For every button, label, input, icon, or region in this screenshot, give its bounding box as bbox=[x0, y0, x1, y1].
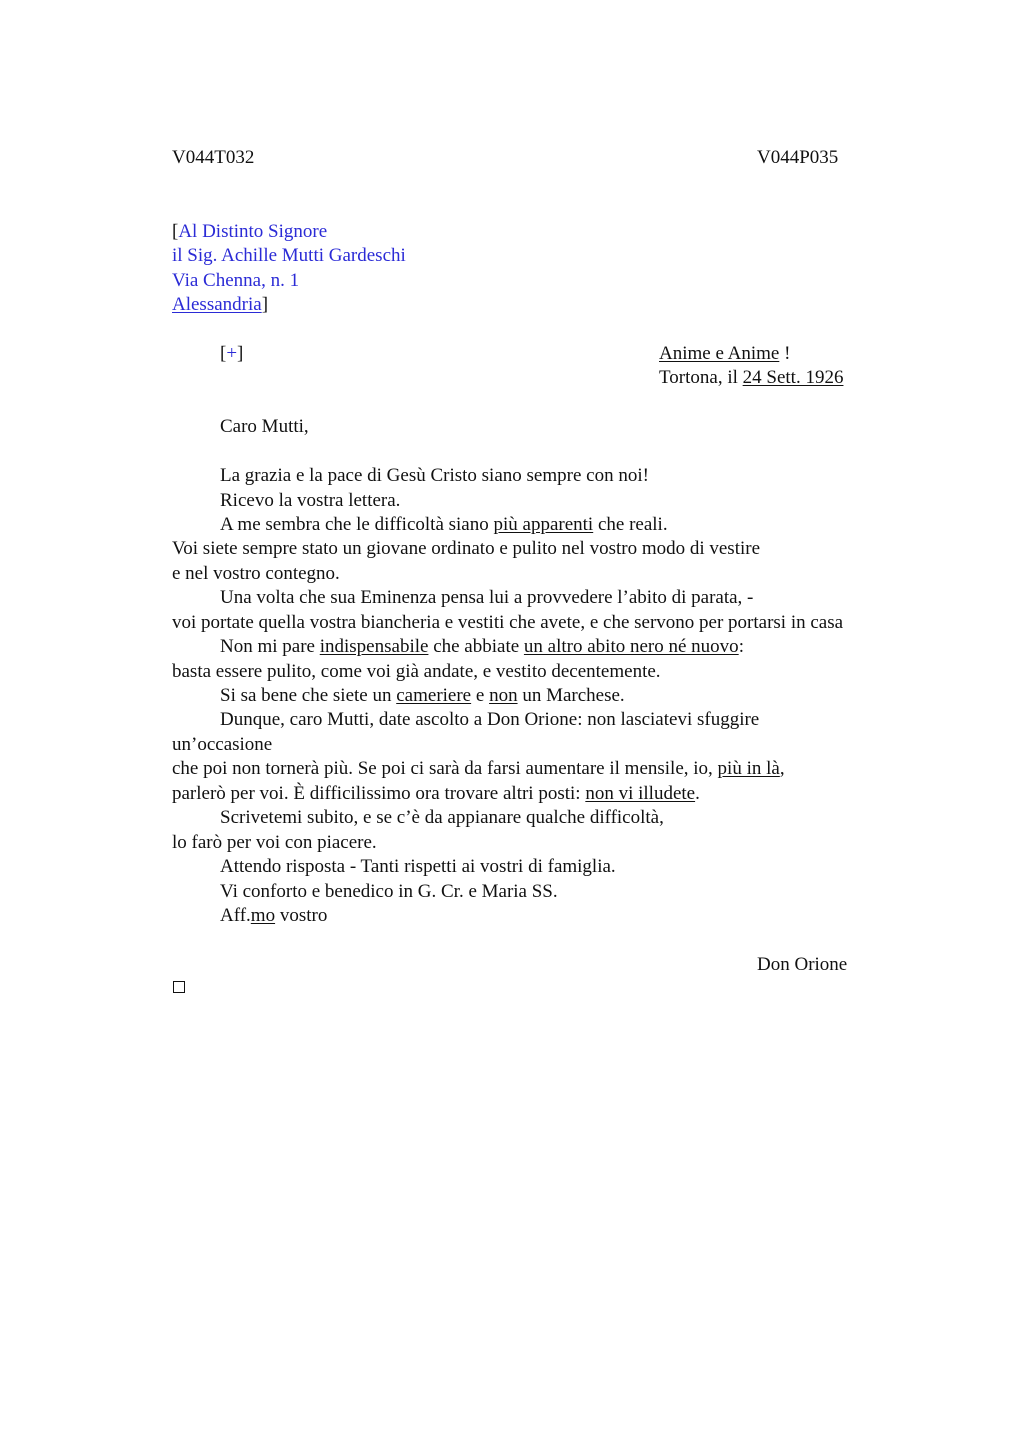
body-line: e nel vostro contegno. bbox=[172, 563, 340, 584]
address-line-3: Via Chenna, n. 1 bbox=[172, 270, 300, 291]
body-line: A me sembra che le difficoltà siano più apparenti che reali. bbox=[220, 514, 668, 535]
body-line: Vi conforto e benedico in G. Cr. e Maria SS. bbox=[220, 881, 558, 902]
closing-line: Aff.mo vostro bbox=[220, 905, 328, 926]
motto: Anime e Anime ! bbox=[659, 343, 791, 364]
dateline: Tortona, il 24 Sett. 1926 bbox=[659, 367, 844, 388]
body-line: che poi non tornerà più. Se poi ci sarà da farsi aumentare il mensile, io, più in là, bbox=[172, 758, 785, 779]
checkbox-icon bbox=[173, 981, 185, 993]
body-line: Si sa bene che siete un cameriere e non un Marchese. bbox=[220, 685, 625, 706]
underlined-phrase: più in là bbox=[717, 758, 780, 779]
body-line: parlerò per voi. È difficilissimo ora trovare altri posti: non vi illudete. bbox=[172, 783, 700, 804]
salutation: Caro Mutti, bbox=[220, 416, 309, 437]
underlined-phrase: cameriere bbox=[396, 685, 472, 706]
body-line: basta essere pulito, come voi già andate, e vestito decentemente. bbox=[172, 661, 661, 682]
body-line: Dunque, caro Mutti, date ascolto a Don Orione: non lasciatevi sfuggire bbox=[220, 709, 760, 730]
cross-icon: + bbox=[226, 343, 238, 364]
body-line: lo farò per voi con piacere. bbox=[172, 832, 377, 853]
address-close-bracket: ] bbox=[261, 294, 269, 315]
address-open-bracket: [ bbox=[172, 221, 179, 242]
address-line-2: il Sig. Achille Mutti Gardeschi bbox=[172, 245, 406, 266]
body-line: voi portate quella vostra biancheria e vestiti che avete, e che servono per portarsi in casa bbox=[172, 612, 844, 633]
body-line: Attendo risposta - Tanti rispetti ai vostri di famiglia. bbox=[220, 856, 616, 877]
address-line-1: Al Distinto Signore bbox=[178, 221, 328, 242]
document-code-right: V044P035 bbox=[757, 147, 839, 168]
body-line: Ricevo la vostra lettera. bbox=[220, 490, 401, 511]
motto-text: Anime e Anime bbox=[659, 343, 780, 364]
address-line-4: Alessandria bbox=[172, 294, 262, 315]
body-line: La grazia e la pace di Gesù Cristo siano sempre con noi! bbox=[220, 465, 649, 486]
signature: Don Orione bbox=[757, 954, 848, 975]
body-line: un’occasione bbox=[172, 734, 273, 755]
body-line: Voi siete sempre stato un giovane ordinato e pulito nel vostro modo di vestire bbox=[172, 538, 761, 559]
underlined-phrase: un altro abito nero né nuovo bbox=[523, 636, 739, 657]
letter-date: 24 Sett. 1926 bbox=[742, 367, 844, 388]
underlined-phrase: non bbox=[489, 685, 518, 706]
document-code-left: V044T032 bbox=[172, 147, 255, 168]
underlined-phrase: indispensabile bbox=[319, 636, 429, 657]
body-line: Scrivetemi subito, e se c’è da appianare qualche difficoltà, bbox=[220, 807, 664, 828]
underlined-phrase: mo bbox=[250, 905, 276, 926]
underlined-phrase: più apparenti bbox=[493, 514, 594, 535]
body-line: Una volta che sua Eminenza pensa lui a provvedere l’abito di parata, - bbox=[220, 587, 754, 608]
cross-marker: [+] bbox=[220, 343, 244, 364]
underlined-phrase: non vi illudete bbox=[585, 783, 696, 804]
body-line: Non mi pare indispensabile che abbiate un altro abito nero né nuovo: bbox=[220, 636, 744, 657]
